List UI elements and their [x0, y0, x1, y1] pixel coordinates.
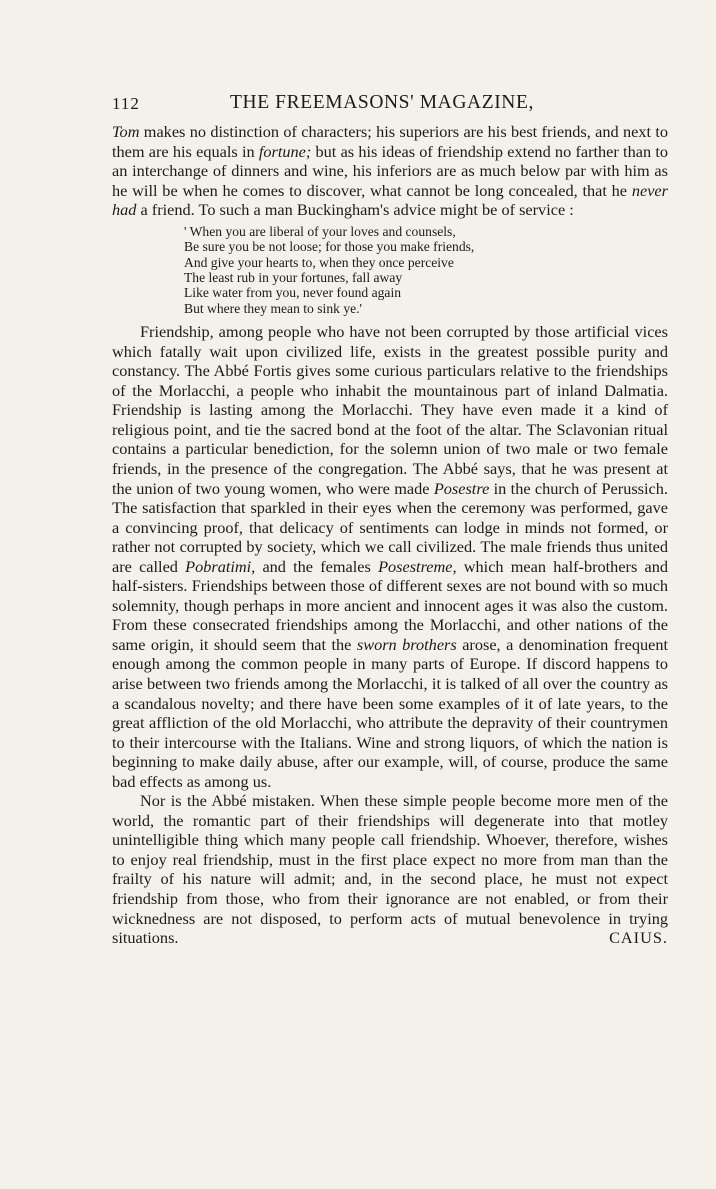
verse-line: But where they mean to sink ye.' [184, 300, 362, 316]
signature: CAIUS. [609, 928, 668, 948]
paragraph-text: in the church of Perussich. The satisfaction that sparkled in their eyes when the ceremony was performed, gave a convincing proof, that delicacy of sentiments can lodge in minds not formed, or rather not corrupted by society, which we call civilized. The male friends thus united are called [112, 478, 668, 576]
paragraph-text: Nor is the Abbé mistaken. When these simple people become more men of the world, the romantic part of their friendships will degenerate into that motley unintelligible thing which many people call friendship. Whoever, therefore, wishes to enjoy real friendship, must in the first place expect no more from man than the frailty of his nature will admit; and, in the second place, he must not expect friendship from those, who from their ignorance are not enabled, or from their wicknedness are not disposed, to perform acts of mutual benevolence in trying situations. [112, 791, 668, 948]
paragraph-morlacchi [112, 322, 668, 791]
paragraph-text: which mean half-brothers and half-sisters. Friendships between those of different sexes are not bound with so much solemnity, though perhaps in more ancient and innocent ages it was also the custom. From these consecrated friendships among the Morlacchi, and other nations of the same origin, it should seem that the [112, 556, 669, 654]
italic-posestre: Posestre [433, 478, 490, 498]
running-title: THE FREEMASONS' MAGAZINE, [230, 92, 534, 113]
italic-sworn-brothers: sworn brothers [356, 634, 457, 654]
italic-name-tom: Tom [112, 122, 140, 141]
italic-fortune: fortune; [258, 141, 312, 161]
paragraph-text: but as his ideas of friendship extend no farther than to an interchange of dinners and wine, his inferiors are as much below par with him as he will be when he comes to discover, what cannot be long concealed, that he [112, 141, 668, 200]
italic-posestreme: Posestreme, [378, 556, 457, 576]
verse-line: The least rub in your fortunes, fall away [184, 269, 403, 285]
magazine-page [112, 92, 668, 948]
verse-line: ' When you are liberal of your loves and counsels, [184, 223, 456, 239]
paragraph-text: makes no distinction of characters; his superiors are his best friends, and next to them are his equals in [112, 122, 668, 161]
paragraph-text: Friendship, among people who have not been corrupted by those artificial vices which fatally wait upon civilized life, exists in the greatest possible purity and constancy. The Abbé Fortis gives some curious particulars relative to the friendships of the Morlacchi, a people who inhabit the mountainous part of inland Dalmatia. Friendship is lasting among the Morlacchi. They have even made it a kind of religious point, and tie the sacred bond at the foot of the altar. The Sclavonian ritual contains a particular benediction, for the solemn union of two male or two female friends, in the presence of the congregation. The Abbé says, that he was present at the union of two young women, who were made [112, 322, 668, 498]
paragraph-text: a friend. To such a man Buckingham's advice might be of service : [136, 200, 574, 220]
paragraph-text: arose, a denomination frequent enough among the common people in many parts of Europe. If discord happens to arise between two friends among the Morlacchi, it is talked of all over the country as a scandalous novelty; and there have been some examples of it of late years, to the great affliction of the old Morlacchi, who attribute the depravity of their countrymen to their intercourse with the Italians. Wine and strong liquors, of which the nation is beginning to make daily abuse, after our example, will, of course, produce the same bad effects as among us. [112, 634, 668, 791]
paragraph-text: and the females [255, 556, 379, 576]
page-header [112, 92, 668, 122]
verse-line: Like water from you, never found again [184, 285, 402, 301]
verse-quotation [184, 224, 668, 316]
verse-line: Be sure you be not loose; for those you make friends, [184, 239, 475, 255]
italic-pobratimi: Pobratimi, [185, 556, 256, 576]
paragraph-tom [112, 122, 668, 220]
italic-never-had: never had [112, 180, 668, 220]
page-number: 112 [112, 94, 140, 113]
verse-line: And give your hearts to, when they once perceive [184, 254, 454, 270]
paragraph-conclusion [112, 791, 668, 947]
